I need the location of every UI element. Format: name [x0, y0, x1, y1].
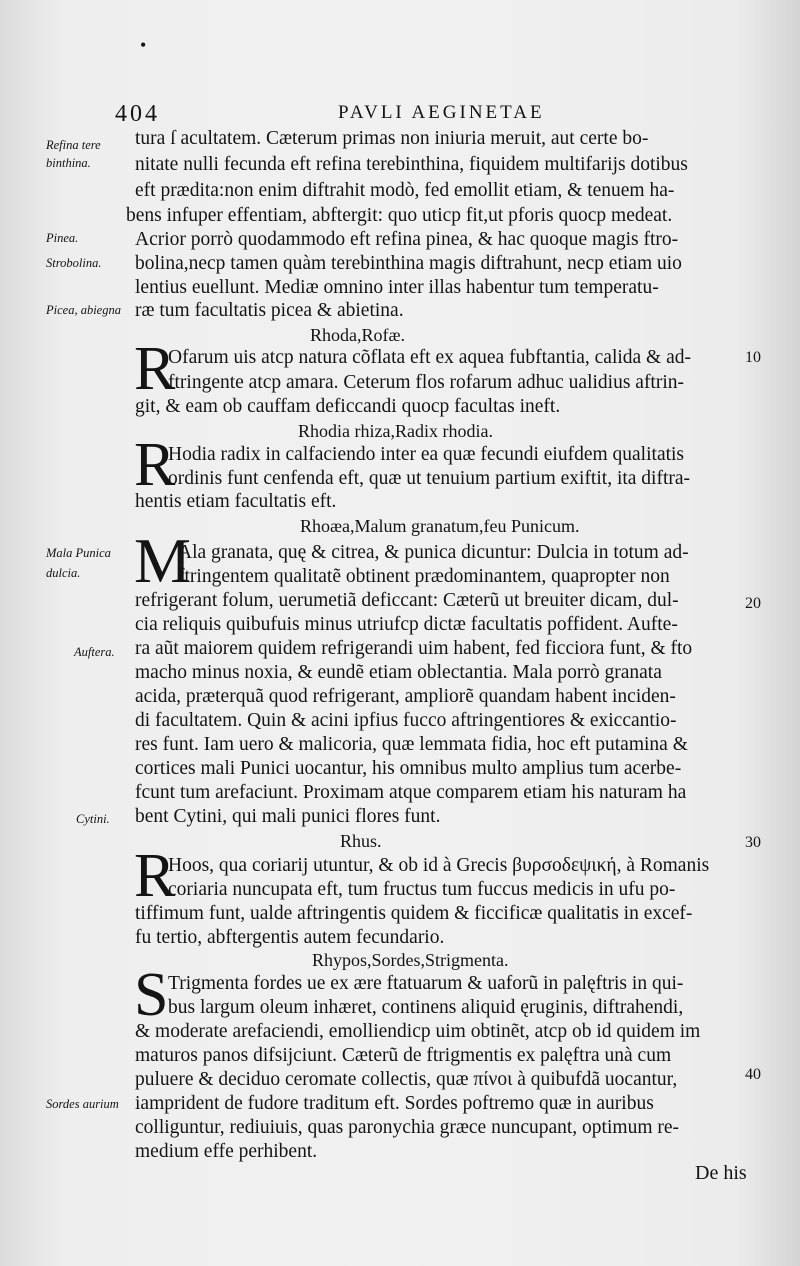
text-line: di facultatem. Quin & acini ipfius fucco aftringentiores & exiccantio- [135, 710, 677, 731]
text-line: ræ tum facultatis picea & abietina. [135, 300, 404, 321]
section-heading-rhodia: Rhodia rhiza,Radix rhodia. [298, 421, 493, 441]
text-line: Ofarum uis atcp natura cõflata eft ex aquea fubftantia, calida & ad- [168, 347, 691, 368]
drop-cap: R [134, 431, 176, 499]
margin-note-strobolina: Strobolina. [46, 256, 102, 270]
text-line: hentis etiam facultatis eft. [135, 491, 337, 512]
margin-note-resina-2: binthina. [46, 156, 91, 170]
text-line: Hoos, qua coriarij utuntur, & ob id à Grecis βυρσοδεψική, à Romanis [168, 855, 710, 876]
margin-note-sordes: Sordes aurium [46, 1097, 119, 1111]
text-line: acida, præterquã quod refrigerant, ampliorẽ quandam habent inciden- [135, 686, 676, 707]
line-number-20: 20 [745, 595, 761, 612]
text-line: Trigmenta fordes ue ex ære ftatuarum & uaforũ in palęftris in qui- [168, 973, 684, 994]
text-line: bent Cytini, qui mali punici flores funt. [135, 806, 441, 827]
text-line: puluere & deciduo ceromate collectis, quæ πίνοι à quibufdã uocantur, [135, 1069, 678, 1090]
text-line: maturos panos difsijciunt. Cæterũ de ftrigmentis ex palęftra unà cum [135, 1045, 672, 1066]
text-line: refrigerant folum, uerumetiã deficcant: Cæterũ ut breuiter dicam, dul- [135, 590, 679, 611]
margin-note-cytini: Cytini. [76, 812, 110, 826]
section-heading-rhoda: Rhoda,Rofæ. [310, 325, 406, 345]
text-line: medium effe perhibent. [135, 1141, 318, 1162]
text-line: bolina,necp tamen quàm terebinthina magis diftrahunt, necp etiam uio [135, 253, 682, 274]
margin-note-pinea: Pinea. [46, 231, 79, 245]
text-line: Hodia radix in calfaciendo inter ea quæ fecundi eiufdem qualitatis [168, 444, 685, 465]
drop-cap: R [134, 335, 176, 403]
text-line: Ala granata, quę & citrea, & punica dicuntur: Dulcia in totum ad- [178, 542, 689, 563]
line-number-30: 30 [745, 834, 761, 851]
text-line: bus largum oleum inhæret, continens aliquid ęruginis, diftrahendi, [168, 997, 684, 1018]
text-line: ftringentem qualitatẽ obtinent prædominantem, quapropter non [178, 566, 670, 587]
section-heading-rhypos: Rhypos,Sordes,Strigmenta. [312, 950, 509, 970]
text-line: lentius euellunt. Mediæ omnino inter illas habentur tum temperatu- [135, 277, 659, 298]
text-line: cortices mali Punici uocantur, his omnibus multo amplius tum acerbe- [135, 758, 682, 779]
text-line: ra aũt maiorem quidem refrigerandi uim habent, fed ficciora funt, & fto [135, 638, 693, 659]
margin-note-mala-2: dulcia. [46, 566, 81, 580]
text-line: tura ſ acultatem. Cæterum primas non iniuria meruit, aut certe bo- [135, 128, 649, 149]
text-line: macho minus noxia, & eundẽ etiam oblectantia. Mala porrò granata [135, 662, 662, 683]
text-line: res funt. Iam uero & malicoria, quæ lemmata fidia, hoc eft putamina & [135, 734, 688, 755]
text-line: ftringente atcp amara. Ceterum flos rofarum adhuc ualidius aftrin- [168, 372, 685, 393]
text-line: iamprident de fudore traditum eft. Sordes poftremo quæ in auribus [135, 1093, 654, 1114]
catchword: De his [695, 1162, 747, 1184]
text-line: bens infuper effentiam, abftergit: quo uticp fit,ut pforis quocp medeat. [126, 205, 673, 226]
ink-mark: • [140, 35, 147, 55]
text-line: coriaria nuncupata eft, tum fructus tum fuccus medicis in ufu po- [168, 879, 676, 900]
text-line: ordinis funt cenfenda eft, quæ ut tenuium partium exiftit, ita diftra- [168, 468, 691, 489]
line-number-10: 10 [745, 349, 761, 366]
section-heading-rhus: Rhus. [340, 831, 382, 851]
drop-cap: S [134, 961, 169, 1029]
margin-note-mala: Mala Punica [46, 546, 111, 560]
text-line: tiffimum funt, ualde aftringentis quidem & ficcificæ qualitatis in excef- [135, 903, 693, 924]
text-line: & moderate arefaciendi, emolliendicp uim obtinẽt, atcp ob id quidem im [135, 1021, 701, 1042]
running-title: PAVLI AEGINETAE [338, 102, 545, 123]
text-line: colliguntur, rediuiuis, quas paronychia græce nuncupant, optimum re- [135, 1117, 680, 1138]
drop-cap: R [134, 842, 176, 910]
text-line: nitate nulli fecunda eft refina terebinthina, fiquidem multifarijs dotibus [135, 154, 688, 175]
text-line: eft prædita:non enim diftrahit modò, fed emollit etiam, & tenuem ha- [135, 180, 675, 201]
line-number-40: 40 [745, 1066, 761, 1083]
drop-cap: M [134, 525, 191, 596]
margin-note-resina: Refina tere [46, 138, 101, 152]
text-line: git, & eam ob cauffam deficcandi quocp facultas ineft. [135, 396, 561, 417]
page-number: 404 [115, 101, 160, 127]
text-line: Acrior porrò quodammodo eft refina pinea, & hac quoque magis ftro- [135, 229, 679, 250]
text-line: fu tertio, abftergentis autem fecundario. [135, 927, 445, 948]
text-line: cia reliquis quibufuis minus utriufcp dictæ facultatis poffident. Aufte- [135, 614, 678, 635]
text-line: fcunt tum arefaciunt. Proximam atque comparem etiam his naturam ha [135, 782, 687, 803]
margin-note-picea: Picea, abiegna [46, 303, 121, 317]
section-heading-rhoea: Rhoæa,Malum granatum,feu Punicum. [300, 516, 580, 536]
margin-note-austera: Auftera. [74, 645, 115, 659]
